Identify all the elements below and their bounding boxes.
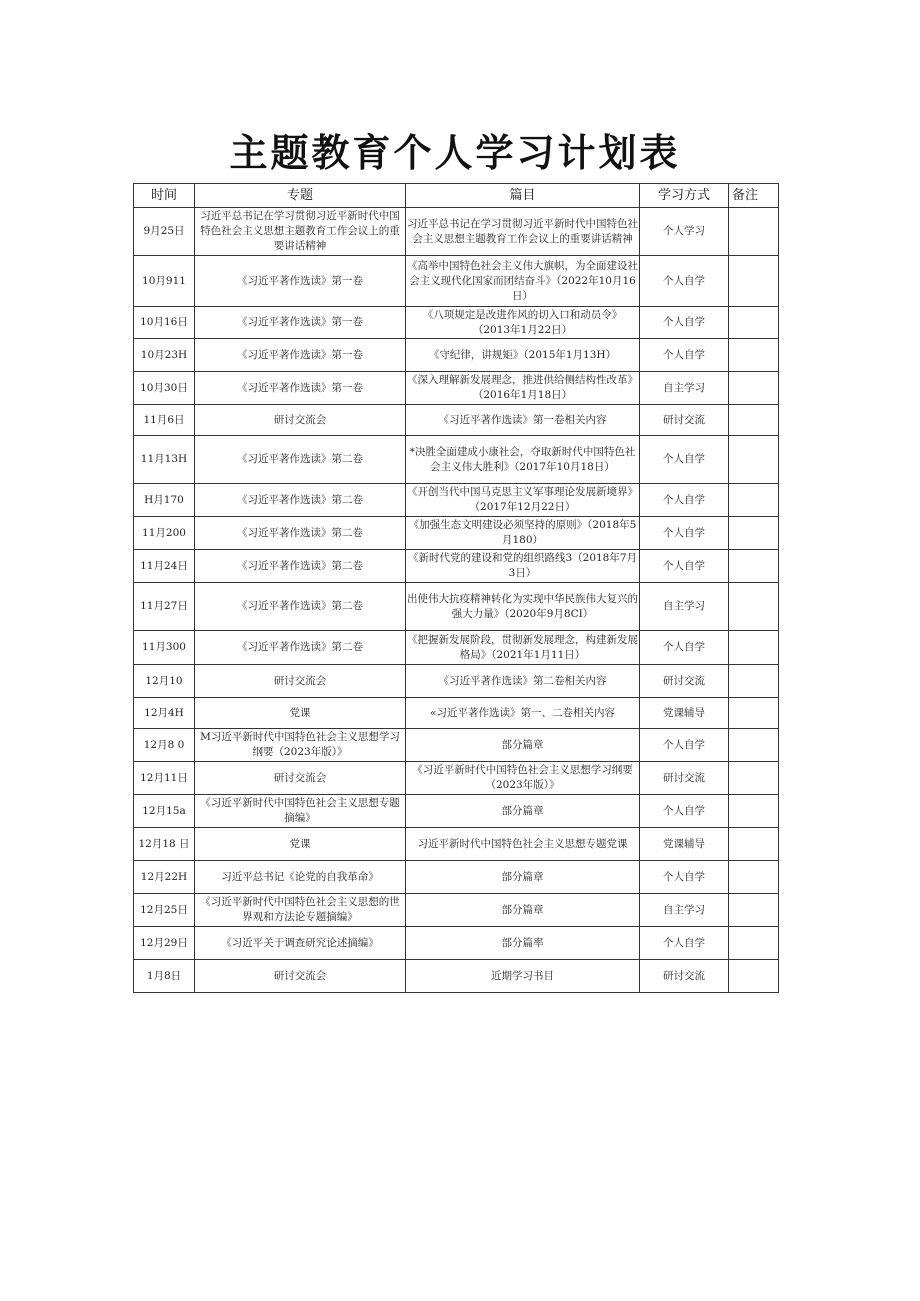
- cell-time: H月170: [134, 484, 195, 517]
- cell-method: 个人自学: [640, 927, 729, 960]
- cell-article: 习近平新时代中国特色社会主义思想专题党课: [406, 828, 640, 861]
- cell-article: «习近平著作选读》第一、二卷相关内容: [406, 698, 640, 729]
- table-row: [134, 256, 779, 307]
- cell-topic: 习近平总书记《论党的自我革命》: [195, 861, 406, 894]
- cell-article: 《习近平著作选读》第二卷相关内容: [406, 665, 640, 698]
- cell-topic: 《习近平著作选读》第一卷: [195, 339, 406, 372]
- cell-method: 自主学习: [640, 372, 729, 405]
- cell-remark: [729, 436, 779, 484]
- cell-article: 部分篇章: [406, 729, 640, 762]
- cell-article: 《高举中国特色社会主义伟大旗帜，为全面建设社会主义现代化国家而团结奋斗》（2022年10月16日）: [406, 256, 640, 307]
- cell-method: 个人自学: [640, 631, 729, 665]
- cell-topic: 《习近平著作选读》第二卷: [195, 517, 406, 550]
- cell-time: 12月8 0: [134, 729, 195, 762]
- cell-time: 11月27日: [134, 583, 195, 631]
- cell-topic: 研讨交流会: [195, 960, 406, 993]
- table-row: [134, 795, 779, 828]
- table-row: [134, 550, 779, 583]
- cell-method: 研讨交流: [640, 762, 729, 795]
- cell-time: 12月10: [134, 665, 195, 698]
- cell-time: 1月8日: [134, 960, 195, 993]
- cell-method: 个人自学: [640, 517, 729, 550]
- table-row: [134, 729, 779, 762]
- cell-time: 12月4H: [134, 698, 195, 729]
- cell-article: 《开创当代中国马克思主义军事理论发展新境界》（2017年12月22日）: [406, 484, 640, 517]
- cell-time: 12月11日: [134, 762, 195, 795]
- cell-remark: [729, 208, 779, 256]
- cell-method: 自主学习: [640, 583, 729, 631]
- cell-time: 9月25日: [134, 208, 195, 256]
- table-row: [134, 861, 779, 894]
- cell-article: 近期学习书目: [406, 960, 640, 993]
- table-row: [134, 436, 779, 484]
- cell-method: 个人自学: [640, 861, 729, 894]
- cell-topic: 党课: [195, 828, 406, 861]
- cell-method: 研讨交流: [640, 960, 729, 993]
- cell-topic: M习近平新时代中国特色社会主义思想学习纲要（2023年版）》: [195, 729, 406, 762]
- cell-topic: 《习近平著作选读》第二卷: [195, 550, 406, 583]
- cell-topic: 《习近平关于调查研究论述摘编》: [195, 927, 406, 960]
- cell-topic: 研讨交流会: [195, 405, 406, 436]
- cell-article: 出使伟大抗疫精神转化为实现中华民族伟大复兴的强大力量》（2020年9月8CI）: [406, 583, 640, 631]
- cell-time: 11月13H: [134, 436, 195, 484]
- cell-remark: [729, 631, 779, 665]
- cell-article: 《深入理解新发展理念，推进供给侧结构性改革》（2016年1月18日）: [406, 372, 640, 405]
- page-title: 主题教育个人学习计划表: [229, 131, 681, 175]
- cell-method: 个人自学: [640, 339, 729, 372]
- table-row: [134, 208, 779, 256]
- cell-method: 个人自学: [640, 436, 729, 484]
- cell-topic: 研讨交流会: [195, 762, 406, 795]
- header-time: 时间: [134, 184, 195, 208]
- cell-article: 《习近平新时代中国特色社会主义思想学习纲要（2023年版）》: [406, 762, 640, 795]
- cell-topic: 《习近平新时代中国特色社会主义思想的世界观和方法论专题摘编》: [195, 894, 406, 927]
- header-method: 学习方式: [640, 184, 729, 208]
- cell-article: 部分篇率: [406, 927, 640, 960]
- cell-method: 研讨交流: [640, 665, 729, 698]
- cell-topic: 《习近平著作选读》第一卷: [195, 372, 406, 405]
- table-row: [134, 698, 779, 729]
- cell-time: 11月300: [134, 631, 195, 665]
- table-row: [134, 405, 779, 436]
- table-row: [134, 665, 779, 698]
- cell-remark: [729, 894, 779, 927]
- cell-topic: 党课: [195, 698, 406, 729]
- cell-time: 12月22H: [134, 861, 195, 894]
- cell-remark: [729, 484, 779, 517]
- table-row: [134, 484, 779, 517]
- cell-remark: [729, 583, 779, 631]
- cell-time: 11月6日: [134, 405, 195, 436]
- cell-article: 《守纪律，讲规矩》（2015年1月13H）: [406, 339, 640, 372]
- cell-article: 部分篇章: [406, 861, 640, 894]
- table-row: [134, 517, 779, 550]
- cell-method: 个人自学: [640, 795, 729, 828]
- header-remark: 备注: [729, 184, 779, 208]
- table-row: [134, 372, 779, 405]
- cell-time: 10月23H: [134, 339, 195, 372]
- cell-topic: 《习近平著作选读》第二卷: [195, 583, 406, 631]
- table-row: [134, 583, 779, 631]
- cell-remark: [729, 517, 779, 550]
- cell-method: 党课辅导: [640, 698, 729, 729]
- cell-article: 《把握新发展阶段，贯彻新发展理念，构建新发展格局》（2021年1月11日）: [406, 631, 640, 665]
- table-row: [134, 894, 779, 927]
- cell-topic: 《习近平著作选读》第一卷: [195, 256, 406, 307]
- cell-article: 部分篇章: [406, 795, 640, 828]
- cell-remark: [729, 339, 779, 372]
- cell-remark: [729, 698, 779, 729]
- table-row: [134, 631, 779, 665]
- cell-topic: 《习近平著作选读》第二卷: [195, 484, 406, 517]
- header-topic: 专题: [195, 184, 406, 208]
- cell-remark: [729, 861, 779, 894]
- cell-remark: [729, 828, 779, 861]
- cell-method: 个人自学: [640, 550, 729, 583]
- cell-remark: [729, 256, 779, 307]
- cell-article: 《加强生态文明建设必须坚持的原则》（2018年5月180）: [406, 517, 640, 550]
- table-header-row: [134, 184, 779, 208]
- cell-article: 《八项规定是改进作风的切入口和动员令》（2013年1月22日）: [406, 307, 640, 339]
- cell-remark: [729, 729, 779, 762]
- cell-remark: [729, 405, 779, 436]
- cell-topic: 《习近平新时代中国特色社会主义思想专题摘编》: [195, 795, 406, 828]
- cell-topic: 《习近平著作选读》第二卷: [195, 631, 406, 665]
- cell-method: 个人自学: [640, 256, 729, 307]
- table-row: [134, 307, 779, 339]
- cell-remark: [729, 307, 779, 339]
- cell-method: 个人自学: [640, 484, 729, 517]
- cell-article: 《习近平著作选读》第一卷相关内容: [406, 405, 640, 436]
- cell-remark: [729, 927, 779, 960]
- cell-topic: 习近平总书记在学习贯彻习近平新时代中国特色社会主义思想主题教育工作会议上的重要讲话精神: [195, 208, 406, 256]
- cell-topic: 研讨交流会: [195, 665, 406, 698]
- cell-time: 12月18 日: [134, 828, 195, 861]
- cell-time: 11月200: [134, 517, 195, 550]
- study-plan-table: [133, 183, 779, 993]
- cell-remark: [729, 960, 779, 993]
- table-row: [134, 762, 779, 795]
- cell-remark: [729, 795, 779, 828]
- cell-article: 部分篇章: [406, 894, 640, 927]
- cell-remark: [729, 550, 779, 583]
- cell-remark: [729, 762, 779, 795]
- cell-article: 《新时代党的建设和党的组织路线3（2018年7月3日）: [406, 550, 640, 583]
- table-row: [134, 960, 779, 993]
- table-body: [134, 208, 779, 993]
- cell-remark: [729, 665, 779, 698]
- cell-topic: 《习近平著作选读》第二卷: [195, 436, 406, 484]
- cell-method: 个人自学: [640, 729, 729, 762]
- cell-article: *决胜全面建成小康社会，夺取新时代中国特色社会主义伟大胜利》（2017年10月18日）: [406, 436, 640, 484]
- cell-method: 自主学习: [640, 894, 729, 927]
- table-row: [134, 927, 779, 960]
- cell-method: 个人自学: [640, 307, 729, 339]
- table-row: [134, 828, 779, 861]
- cell-method: 党课辅导: [640, 828, 729, 861]
- cell-method: 研讨交流: [640, 405, 729, 436]
- cell-remark: [729, 372, 779, 405]
- cell-time: 12月25日: [134, 894, 195, 927]
- cell-time: 12月15a: [134, 795, 195, 828]
- cell-time: 11月24日: [134, 550, 195, 583]
- cell-time: 10月911: [134, 256, 195, 307]
- cell-time: 12月29日: [134, 927, 195, 960]
- cell-method: 个人学习: [640, 208, 729, 256]
- cell-time: 10月30日: [134, 372, 195, 405]
- header-article: 篇目: [406, 184, 640, 208]
- table-row: [134, 339, 779, 372]
- cell-time: 10月16日: [134, 307, 195, 339]
- cell-article: 习近平总书记在学习贯彻习近平新时代中国特色社会主义思想主题教育工作会议上的重要讲话精神: [406, 208, 640, 256]
- cell-topic: 《习近平著作选读》第一卷: [195, 307, 406, 339]
